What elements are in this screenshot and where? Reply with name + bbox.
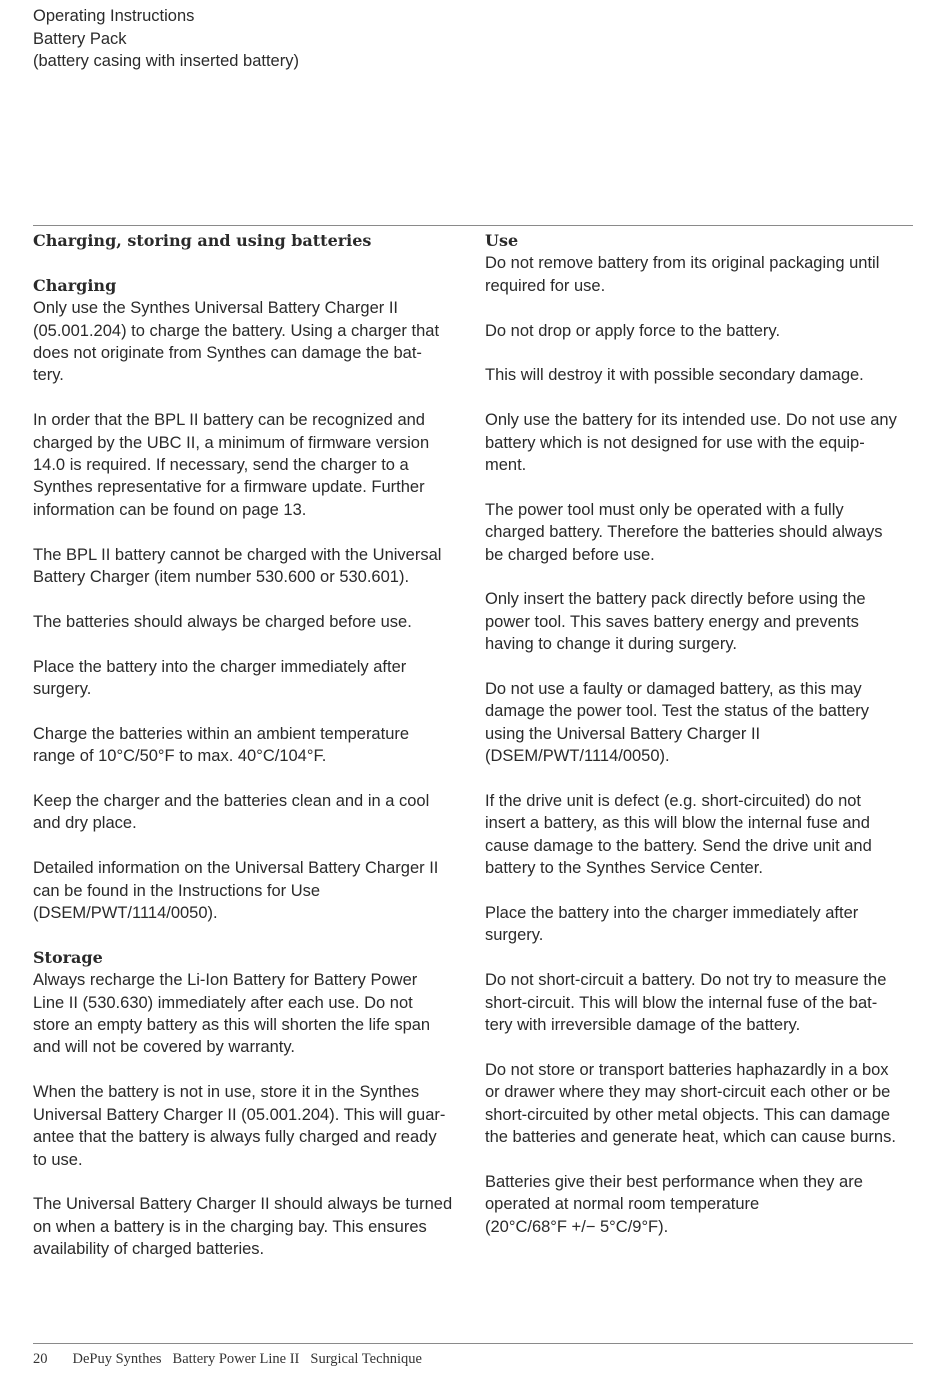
paragraph-line: ment. <box>485 456 527 475</box>
paragraph-line: availability of charged batteries. <box>33 1240 265 1259</box>
paragraph-line: cause damage to the battery. Send the drive unit and <box>485 836 872 855</box>
paragraph <box>33 656 463 701</box>
right-column <box>485 230 915 1261</box>
paragraph-line: The Universal Battery Charger II should always be turned <box>33 1195 453 1214</box>
paragraph-line: (20°C/68°F +/− 5°C/9°F). <box>485 1217 669 1236</box>
paragraph-line: tery with irreversible damage of the battery. <box>485 1016 801 1035</box>
paragraph-line: battery which is not designed for use with the equip- <box>485 433 865 452</box>
paragraph-line: on when a battery is in the charging bay. This ensures <box>33 1217 427 1236</box>
charging-paragraphs <box>33 297 463 924</box>
paragraph-line: range of 10°C/50°F to max. 40°C/104°F. <box>33 747 327 766</box>
storage-heading: Storage <box>33 947 103 967</box>
paragraph-line: having to change it during surgery. <box>485 635 737 654</box>
paragraph <box>485 252 915 297</box>
paragraph-line: 14.0 is required. If necessary, send the charger to a <box>33 456 409 475</box>
paragraph <box>485 409 915 476</box>
footer-brand: DePuy Synthes <box>72 1351 162 1367</box>
paragraph <box>485 588 915 655</box>
paragraph <box>485 678 915 768</box>
storage-paragraphs <box>33 969 463 1260</box>
paragraph-line: Place the battery into the charger immediately after <box>33 657 407 676</box>
paragraph <box>485 969 915 1036</box>
paragraph-line: Universal Battery Charger II (05.001.204). This will guar- <box>33 1105 446 1124</box>
paragraph-line: the batteries and generate heat, which can cause burns. <box>485 1128 896 1147</box>
paragraph-line: This will destroy it with possible secondary damage. <box>485 366 864 385</box>
page-footer <box>33 1349 433 1369</box>
paragraph-line: antee that the battery is always fully charged and ready <box>33 1128 437 1147</box>
paragraph-line: Battery Charger (item number 530.600 or 530.601). <box>33 568 410 587</box>
paragraph-line: can be found in the Instructions for Use <box>33 881 321 900</box>
paragraph-line: or drawer where they may short-circuit each other or be <box>485 1083 891 1102</box>
paragraph-line: Charge the batteries within an ambient temperature <box>33 724 410 743</box>
paragraph-line: battery to the Synthes Service Center. <box>485 859 763 878</box>
paragraph-line: surgery. <box>33 680 92 699</box>
paragraph <box>33 1081 463 1171</box>
top-divider <box>33 225 913 226</box>
paragraph <box>33 611 463 633</box>
paragraph-line: (DSEM/PWT/1114/0050). <box>33 904 218 923</box>
paragraph-line: to use. <box>33 1150 83 1169</box>
paragraph-line: Keep the charger and the batteries clean and in a cool <box>33 792 430 811</box>
charging-heading: Charging <box>33 275 117 295</box>
paragraph <box>33 409 463 521</box>
paragraph-line: power tool. This saves battery energy and prevents <box>485 612 859 631</box>
use-paragraphs <box>485 252 915 1238</box>
paragraph-line: Only use the Synthes Universal Battery Charger II <box>33 299 398 318</box>
paragraph <box>485 499 915 566</box>
paragraph-line: The power tool must only be operated with a fully <box>485 500 844 519</box>
paragraph-line: Do not short-circuit a battery. Do not try to measure the <box>485 971 887 990</box>
paragraph <box>485 1171 915 1238</box>
paragraph-line: charged battery. Therefore the batteries should always <box>485 523 883 542</box>
footer-product: Battery Power Line II <box>172 1351 300 1367</box>
paragraph-line: short-circuit. This will blow the internal fuse of the bat- <box>485 993 878 1012</box>
paragraph-line: information can be found on page 13. <box>33 500 307 519</box>
paragraph-line: If the drive unit is defect (e.g. short-circuited) do not <box>485 792 862 811</box>
paragraph <box>485 1059 915 1149</box>
paragraph-line: Detailed information on the Universal Battery Charger II <box>33 859 439 878</box>
paragraph <box>485 902 915 947</box>
paragraph-line: store an empty battery as this will shorten the life span <box>33 1016 431 1035</box>
paragraph <box>33 790 463 835</box>
paragraph-line: Do not store or transport batteries haphazardly in a box <box>485 1060 889 1079</box>
paragraph-line: Always recharge the Li-Ion Battery for Battery Power <box>33 971 418 990</box>
footer-doc-type: Surgical Technique <box>310 1351 422 1367</box>
paragraph-line: Place the battery into the charger immediately after <box>485 904 859 923</box>
header-line-1: Operating Instructions <box>33 7 195 25</box>
paragraph-line: (DSEM/PWT/1114/0050). <box>485 747 670 766</box>
paragraph <box>33 969 463 1059</box>
paragraph-line: required for use. <box>485 276 606 295</box>
bottom-divider <box>33 1343 913 1344</box>
paragraph <box>33 544 463 589</box>
paragraph-line: Do not drop or apply force to the battery. <box>485 321 781 340</box>
paragraph <box>33 723 463 768</box>
paragraph-line: The batteries should always be charged before use. <box>33 612 412 631</box>
header-line-2: Battery Pack <box>33 29 127 48</box>
paragraph <box>33 1193 463 1260</box>
paragraph-line: damage the power tool. Test the status of the battery <box>485 702 870 721</box>
paragraph-line: Synthes representative for a firmware update. Further <box>33 478 425 497</box>
header-line-3: (battery casing with inserted battery) <box>33 52 299 71</box>
paragraph-line: be charged before use. <box>485 545 655 564</box>
paragraph-line: In order that the BPL II battery can be recognized and <box>33 411 425 430</box>
paragraph-line: and dry place. <box>33 814 137 833</box>
paragraph-line: The BPL II battery cannot be charged with the Universal <box>33 545 442 564</box>
paragraph-line: charged by the UBC II, a minimum of firmware version <box>33 433 430 452</box>
paragraph <box>485 364 915 386</box>
paragraph <box>33 297 463 387</box>
paragraph <box>33 857 463 924</box>
section-title: Charging, storing and using batteries <box>33 231 372 250</box>
use-heading: Use <box>485 231 519 250</box>
paragraph <box>485 320 915 342</box>
left-column <box>33 230 463 1283</box>
paragraph-line: Only insert the battery pack directly before using the <box>485 590 866 609</box>
page-header <box>33 5 299 73</box>
paragraph-line: Do not remove battery from its original packaging until <box>485 254 880 273</box>
paragraph-line: insert a battery, as this will blow the internal fuse and <box>485 814 870 833</box>
paragraph-line: short-circuited by other metal objects. This can damage <box>485 1105 891 1124</box>
paragraph-line: surgery. <box>485 926 544 945</box>
paragraph-line: and will not be covered by warranty. <box>33 1038 295 1057</box>
paragraph-line: When the battery is not in use, store it in the Synthes <box>33 1083 420 1102</box>
paragraph-line: operated at normal room temperature <box>485 1195 760 1214</box>
paragraph-line: Do not use a faulty or damaged battery, as this may <box>485 680 862 699</box>
paragraph-line: tery. <box>33 366 64 385</box>
paragraph <box>485 790 915 880</box>
paragraph-line: Batteries give their best performance when they are <box>485 1172 863 1191</box>
paragraph-line: (05.001.204) to charge the battery. Using a charger that <box>33 321 440 340</box>
paragraph-line: using the Universal Battery Charger II <box>485 724 761 743</box>
paragraph-line: Only use the battery for its intended use. Do not use any <box>485 411 897 430</box>
paragraph-line: Line II (530.630) immediately after each use. Do not <box>33 993 413 1012</box>
paragraph-line: does not originate from Synthes can damage the bat- <box>33 344 422 363</box>
page-number: 20 <box>33 1351 48 1367</box>
